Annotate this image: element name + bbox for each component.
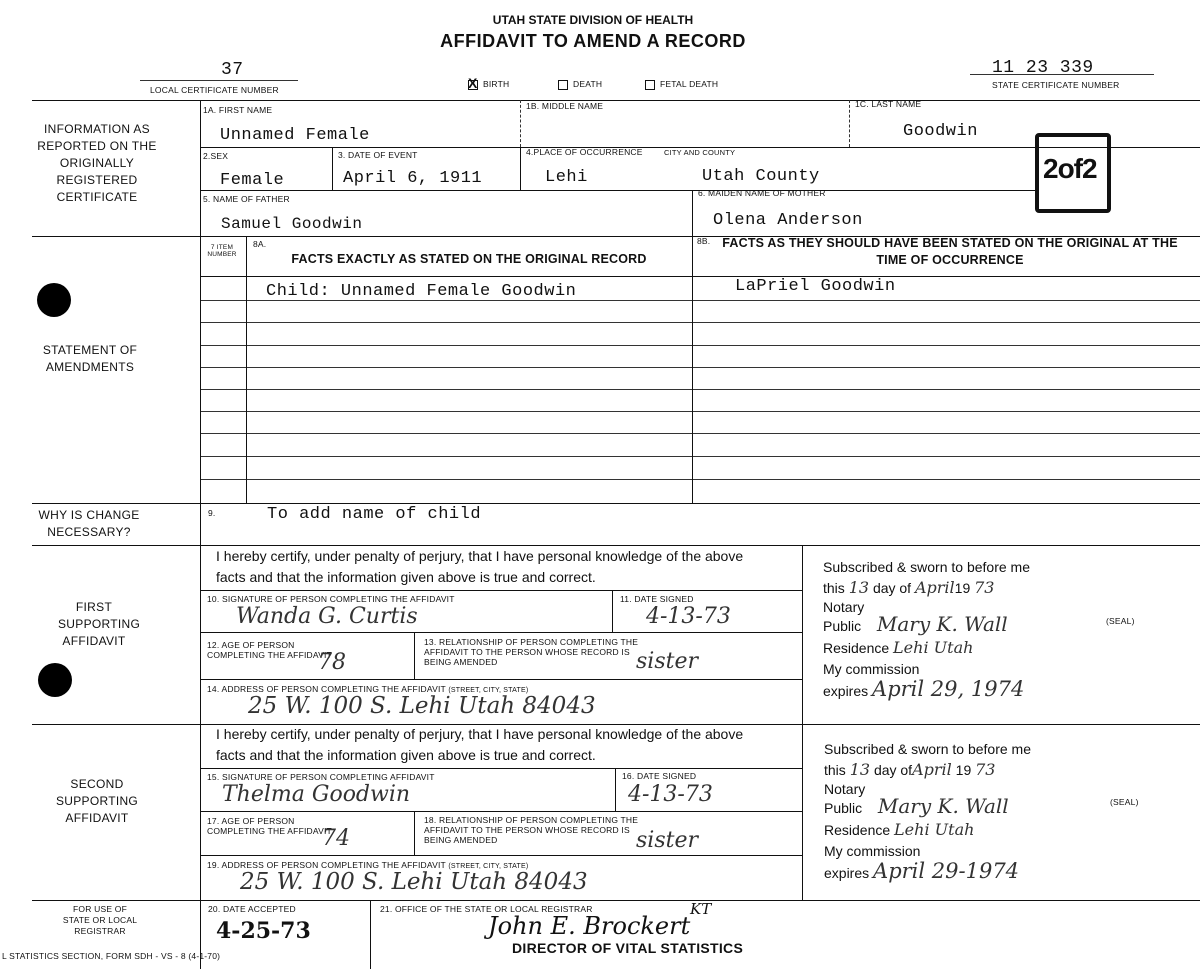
father-name-label: 5. NAME OF FATHER <box>203 194 290 204</box>
first-age-label-text: 12. AGE OF PERSON COMPLETING THE AFFIDAVIT <box>207 640 332 660</box>
birth-label: BIRTH <box>483 79 510 89</box>
first-signature[interactable]: Wanda G. Curtis <box>236 604 418 629</box>
first-notary-public-label: Notary Public <box>823 599 865 634</box>
second-expires-label: expires <box>824 865 870 881</box>
second-residence[interactable]: Lehi Utah <box>894 820 975 839</box>
first-this-label: this <box>823 579 845 596</box>
second-date[interactable]: 4-13-73 <box>628 782 713 807</box>
first-subscribed-text: Subscribed & sworn to before me <box>823 559 1030 575</box>
page-stamp <box>1035 133 1111 213</box>
second-age-label <box>207 816 335 836</box>
second-commission-label: My commission <box>824 842 921 859</box>
amendments-section-label: STATEMENT OF AMENDMENTS <box>42 343 138 374</box>
first-expires-label: expires <box>823 683 869 699</box>
first-notary-name[interactable]: Mary K. Wall <box>876 612 1008 636</box>
date-accepted-label: 20. DATE ACCEPTED <box>208 904 296 914</box>
first-relationship[interactable]: sister <box>636 649 698 674</box>
second-residence-line <box>824 820 1174 841</box>
birth-checkbox[interactable] <box>468 74 478 91</box>
first-date[interactable]: 4-13-73 <box>646 604 731 629</box>
second-day-of-label: day of <box>873 761 913 778</box>
first-name-value[interactable]: Unnamed Female <box>220 126 370 145</box>
registrar-label: 21. OFFICE OF THE STATE OR LOCAL REGISTRAR <box>380 904 593 914</box>
first-residence-label: Residence <box>823 640 890 656</box>
second-year[interactable]: 73 <box>975 759 996 779</box>
state-certificate-label: STATE CERTIFICATE NUMBER <box>992 80 1120 90</box>
second-residence-label: Residence <box>824 822 891 838</box>
reason-text[interactable]: To add name of child <box>267 505 482 524</box>
second-address-sublabel: (STREET, CITY, STATE) <box>448 863 529 870</box>
record-type-birth[interactable] <box>468 74 510 91</box>
first-address[interactable]: 25 W. 100 S. Lehi Utah 84043 <box>248 693 596 719</box>
place-of-occurrence-sublabel: CITY AND COUNTY <box>664 148 736 157</box>
second-signature-label: 15. SIGNATURE OF PERSON COMPLETING AFFIDAVIT <box>207 772 435 782</box>
date-accepted[interactable]: 4-25-73 <box>216 918 311 944</box>
fetal-death-label: FETAL DEATH <box>660 79 719 89</box>
first-residence[interactable]: Lehi Utah <box>893 638 974 657</box>
date-of-event-label: 3. DATE OF EVENT <box>338 150 418 160</box>
second-address[interactable]: 25 W. 100 S. Lehi Utah 84043 <box>240 869 588 895</box>
registrar-initials: KT <box>690 900 712 918</box>
second-expires[interactable]: April 29-1974 <box>873 859 1020 883</box>
first-year[interactable]: 73 <box>974 577 995 597</box>
second-year-prefix: 19 <box>955 761 972 778</box>
second-age-label-text: 17. AGE OF PERSON COMPLETING THE AFFIDAVIT <box>207 816 332 836</box>
first-seal-label: (SEAL) <box>1106 616 1135 626</box>
item-number-label: 7 ITEM NUMBER <box>207 244 237 258</box>
second-certify-text: I hereby certify, under penalty of perjury, that I have personal knowledge of the above facts and that the information given above is true and correct. <box>216 726 744 763</box>
death-checkbox[interactable] <box>558 80 568 90</box>
first-residence-line <box>823 638 1173 659</box>
first-certify-text: I hereby certify, under penalty of perjury, that I have personal knowledge of the above facts and that the information given above is true and correct. <box>216 548 744 585</box>
second-expires-line <box>824 861 1174 884</box>
first-month[interactable]: April <box>914 577 955 597</box>
second-relationship-label: 18. RELATIONSHIP OF PERSON COMPLETING THE AFFIDAVIT TO THE PERSON WHOSE RECORD IS BEING AMENDED <box>424 815 639 845</box>
col-b-header: FACTS AS THEY SHOULD HAVE BEEN STATED ON THE ORIGINAL AT THE TIME OF OCCURRENCE <box>722 236 1178 267</box>
last-name-label: 1C. LAST NAME <box>855 99 922 109</box>
second-notary-public-label: Notary Public <box>824 781 866 816</box>
first-notary-block <box>823 557 1173 702</box>
first-age[interactable]: 78 <box>318 650 346 675</box>
registrar-signature[interactable]: John E. Brockert <box>488 912 691 940</box>
col-b-number: 8B. <box>697 236 711 246</box>
second-relationship[interactable]: sister <box>636 828 698 853</box>
last-name-value[interactable]: Goodwin <box>903 122 978 141</box>
why-change-label: WHY IS CHANGE NECESSARY? <box>38 508 140 539</box>
col-a-number: 8A. <box>253 239 267 249</box>
county-value[interactable]: Utah County <box>702 167 820 186</box>
sex-label: 2.SEX <box>203 151 229 161</box>
first-address-sublabel: (STREET, CITY, STATE) <box>448 687 529 694</box>
sex-value[interactable]: Female <box>220 171 285 190</box>
place-of-occurrence-label: 4.PLACE OF OCCURRENCE <box>526 147 643 157</box>
second-subscribed-text: Subscribed & sworn to before me <box>824 741 1031 757</box>
first-year-prefix: 19 <box>954 579 971 596</box>
second-address-label-text: 19. ADDRESS OF PERSON COMPLETING THE AFFIDAVIT <box>207 860 446 870</box>
office-use-label: FOR USE OF STATE OR LOCAL REGISTRAR <box>62 904 138 936</box>
page-stamp-text: 2of2 <box>1043 153 1097 184</box>
first-commission-label: My commission <box>823 660 920 677</box>
col-a-header: FACTS EXACTLY AS STATED ON THE ORIGINAL RECORD <box>291 252 647 266</box>
fetal-death-checkbox[interactable] <box>645 80 655 90</box>
second-signature[interactable]: Thelma Goodwin <box>222 782 411 807</box>
first-day-of-label: day of <box>872 579 912 596</box>
first-expires[interactable]: April 29, 1974 <box>872 677 1025 701</box>
first-signature-label: 10. SIGNATURE OF PERSON COMPLETING THE AFFIDAVIT <box>207 594 455 604</box>
registrar-title: DIRECTOR OF VITAL STATISTICS <box>512 940 744 956</box>
checked-mark: X <box>468 74 478 91</box>
record-type-fetal-death[interactable] <box>645 79 718 90</box>
form-title: AFFIDAVIT TO AMEND A RECORD <box>440 31 746 51</box>
second-seal-label: (SEAL) <box>1110 797 1139 807</box>
first-relationship-label: 13. RELATIONSHIP OF PERSON COMPLETING THE AFFIDAVIT TO THE PERSON WHOSE RECORD IS BEING AMENDED <box>424 637 639 667</box>
first-day[interactable]: 13 <box>848 577 870 597</box>
punch-hole-top <box>37 283 71 317</box>
first-age-label <box>207 640 335 660</box>
second-notary-block <box>824 739 1174 884</box>
punch-hole-bottom <box>38 663 72 697</box>
first-address-label-text: 14. ADDRESS OF PERSON COMPLETING THE AFFIDAVIT <box>207 684 446 694</box>
amendment-row-1-corrected[interactable]: LaPriel Goodwin <box>735 277 896 296</box>
second-date-label: 16. DATE SIGNED <box>622 771 697 781</box>
second-this-label: this <box>824 761 846 778</box>
local-certificate-number: 37 <box>221 60 244 80</box>
second-day-line <box>824 760 1174 781</box>
second-month[interactable]: April <box>912 759 952 779</box>
record-type-death[interactable] <box>558 79 602 90</box>
middle-name-label: 1B. MIDDLE NAME <box>526 101 604 111</box>
first-day-line <box>823 578 1173 599</box>
second-age[interactable]: 74 <box>322 826 350 851</box>
local-certificate-label: LOCAL CERTIFICATE NUMBER <box>150 85 279 95</box>
second-notary-name[interactable]: Mary K. Wall <box>877 794 1009 818</box>
second-day[interactable]: 13 <box>849 759 871 779</box>
father-name-value[interactable]: Samuel Goodwin <box>221 215 363 233</box>
death-label: DEATH <box>573 79 603 89</box>
agency-name: UTAH STATE DIVISION OF HEALTH <box>492 13 694 27</box>
date-of-event-value[interactable]: April 6, 1911 <box>343 169 483 188</box>
first-affidavit-section-label: FIRST SUPPORTING AFFIDAVIT <box>58 600 141 648</box>
first-expires-line <box>823 679 1173 702</box>
first-name-label: 1A. FIRST NAME <box>203 105 273 115</box>
first-date-label: 11. DATE SIGNED <box>620 594 694 604</box>
state-certificate-number: 11 23 339 <box>992 58 1094 78</box>
mother-name-label: 6. MAIDEN NAME OF MOTHER <box>698 188 826 198</box>
reason-number: 9. <box>208 508 216 518</box>
second-affidavit-section-label: SECOND SUPPORTING AFFIDAVIT <box>55 777 139 825</box>
amendment-row-1-original[interactable]: Child: Unnamed Female Goodwin <box>266 282 577 301</box>
mother-name-value[interactable]: Olena Anderson <box>713 211 863 230</box>
original-info-section-label: INFORMATION AS REPORTED ON THE ORIGINALLY REGISTERED CERTIFICATE <box>37 122 157 204</box>
city-value[interactable]: Lehi <box>545 168 588 187</box>
form-footer: L STATISTICS SECTION, FORM SDH - VS - 8 (4-1-70) <box>2 951 221 961</box>
